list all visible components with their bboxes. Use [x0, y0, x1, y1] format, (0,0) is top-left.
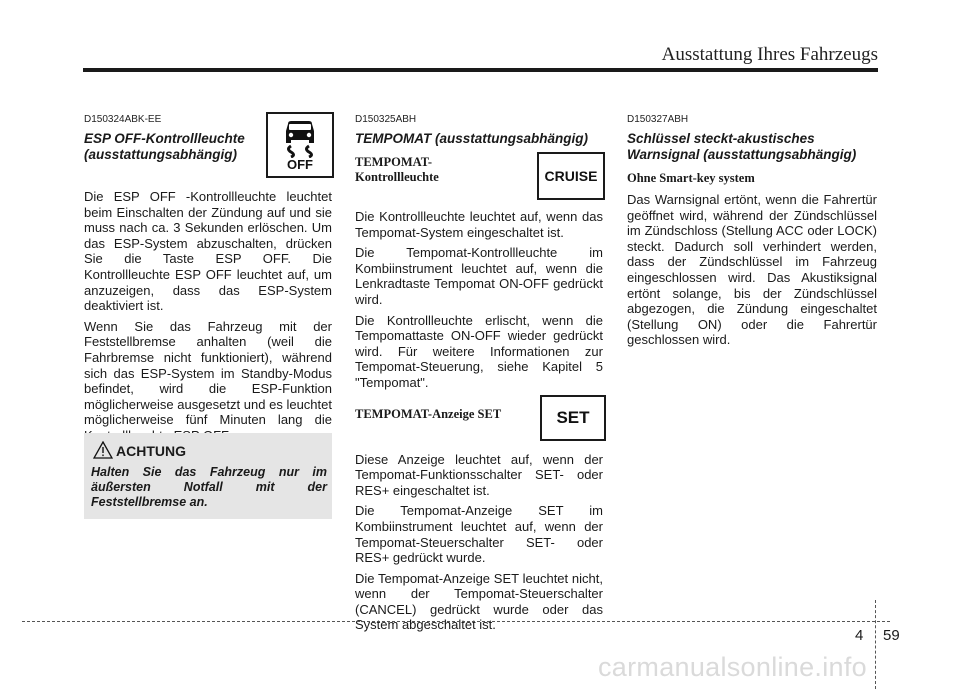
- caution-text: Halten Sie das Fahrzeug nur im äußersten Notfall mit der Feststellbremse an.: [91, 465, 327, 509]
- caution-box: [84, 433, 332, 519]
- paragraph: Die Tempomat-Anzeige SET leuchtet nicht, wenn der Tempomat-Steuerschalter (CANCEL) gedrückt wurde oder das System abgeschaltet ist.: [355, 570, 603, 633]
- warning-triangle-icon: [93, 441, 113, 459]
- paragraph: Die Kontrollleuchte erlischt, wenn die Tempomattaste ON-OFF wieder gedrückt wird. Für weitere Informationen zur Tempomat-Steuerung, siehe Kapitel 5 "Tempomat".: [355, 312, 603, 390]
- paragraph: Die ESP OFF -Kontrollleuchte leuchtet beim Einschalten der Zündung auf und sie muss nach ca. 3 Sekunden erlöschen. Um das ESP-System abzuschalten, drücken Sie die Taste ESP OFF. Die Kontrollleuchte ESP OFF leuchtet auf, um anzuzeigen, dass das ESP-System deaktiviert ist.: [84, 189, 332, 314]
- page-number: 59: [883, 627, 900, 644]
- page-header-title: Ausstattung Ihres Fahrzeugs: [661, 44, 878, 65]
- section-code: D150324ABK-EE: [84, 114, 162, 125]
- paragraph: Die Tempomat-Kontrollleuchte im Kombiinstrument leuchtet auf, wenn die Lenkradtaste Tempomat ON-OFF gedrückt wird.: [355, 245, 603, 307]
- footer-divider: [875, 600, 876, 689]
- column-key-warning: [627, 114, 877, 353]
- section-heading: TEMPOMAT (ausstattungsabhängig): [355, 131, 588, 146]
- paragraph: Diese Anzeige leuchtet auf, wenn der Tempomat-Funktionsschalter SET- oder RES+ eingeschaltet ist.: [355, 451, 603, 498]
- paragraph: Wenn Sie das Fahrzeug mit der Feststellbremse anhalten (weil die Fahrbremse nicht funktioniert), während sich das ESP-System im Standby-Modus befindet, wird die ESP-Funktion möglicherweise ausgesetzt und es leuchtet möglicherweise fünf Minuten lang die: [84, 318, 332, 428]
- subheading-smart-key: Ohne Smart-key system: [627, 171, 755, 185]
- esp-off-indicator: [266, 112, 334, 178]
- cruise-indicator: [537, 152, 605, 200]
- chapter-number: 4: [855, 627, 864, 644]
- section-heading: Schlüssel steckt-akustisches Warnsignal (ausstattungsabhängig): [627, 131, 857, 162]
- subheading-cruise: TEMPOMAT- Kontrollleuchte: [355, 155, 439, 184]
- section-code: D150325ABH: [355, 114, 417, 125]
- paragraph: Die Kontrollleuchte leuchtet auf, wenn das Tempomat-System eingeschaltet ist.: [355, 209, 603, 240]
- watermark: carmanualsonline.info: [598, 652, 867, 682]
- esp-off-label: OFF: [287, 156, 313, 172]
- caution-title: ACHTUNG: [116, 443, 186, 459]
- paragraph: Das Warnsignal ertönt, wenn die Fahrertür geöffnet wird, während der Zündschlüssel im Zündschloss (Stellung ACC oder LOCK) steckt. Dadurch soll verhindert werden, dass der Zündschlüssel im Fahrzeug eingeschlossen wird. Das Akustiksignal ertönt solange, bis der Zündschlüssel abgezogen, die Zündung eingeschaltet (Stellung ON) oder die Fahrertür geschlossen wird.: [627, 192, 877, 348]
- cruise-label: CRUISE: [544, 168, 598, 184]
- set-label: SET: [556, 408, 590, 427]
- section-heading: ESP OFF-Kontrollleuchte (ausstattungsabhängig): [84, 131, 245, 162]
- footer-rule: [22, 621, 890, 622]
- subheading-set: TEMPOMAT-Anzeige SET: [355, 406, 502, 421]
- section-code: D150327ABH: [627, 114, 689, 125]
- header-rule: [83, 68, 878, 72]
- set-indicator: [540, 395, 606, 441]
- paragraph: Die Tempomat-Anzeige SET im Kombiinstrument leuchtet auf, wenn der Tempomat-Steuerschalter SET- oder RES+ gedrückt wurde.: [355, 503, 603, 566]
- skidding-car-icon: [280, 120, 320, 158]
